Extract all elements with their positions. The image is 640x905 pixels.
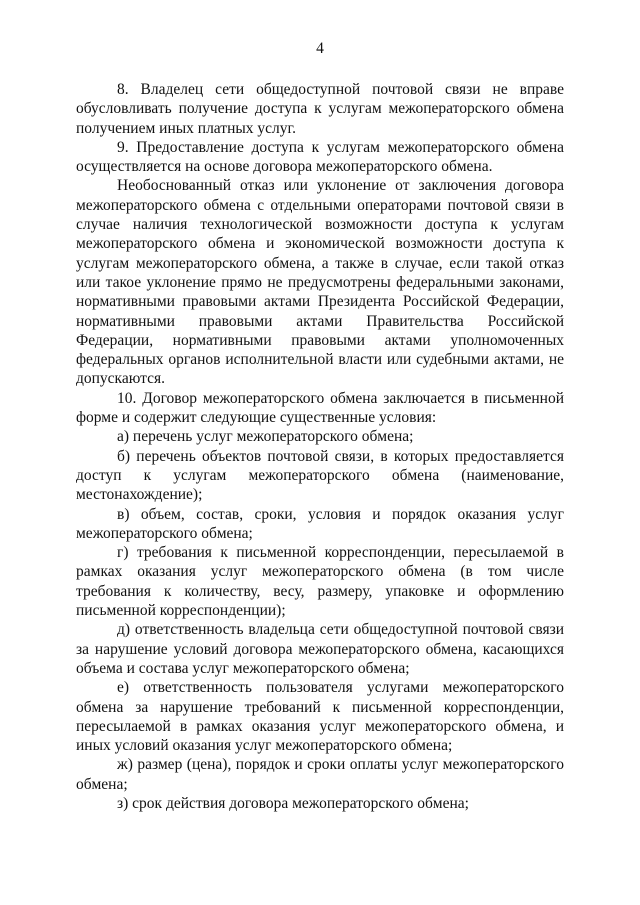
paragraph-item-8: 8. Владелец сети общедоступной почтовой связи не вправе обусловливать получение доступа к услугам межоператорского обмена получением иных платных услуг. xyxy=(76,81,564,137)
subitem-v: в) объем, состав, сроки, условия и порядок оказания услуг межоператорского обмена; xyxy=(76,505,564,542)
subitem-zh: ж) размер (цена), порядок и сроки оплаты услуг межоператорского обмена; xyxy=(76,756,564,793)
subitem-z: з) срок действия договора межоператорского обмена; xyxy=(117,794,469,812)
subitem-d: д) ответственность владельца сети общедоступной почтовой связи за нарушение условий договора межоператорского обмена, касающихся объема и состава услуг межоператорского обмена; xyxy=(76,621,564,677)
subitem-a: а) перечень услуг межоператорского обмена; xyxy=(117,428,414,446)
paragraph-refusal: Необоснованный отказ или уклонение от заключения договора межоператорского обмена с отдельными операторами почтовой связи в случае наличия технологической возможности доступа к услугам межоператорского обмена и экономической возможности доступа к услугам межоператорского обмена, а также в случае, если такой отказ или такое уклонение прямо не предусмотрены федеральными законами, нормативными правовыми актами Президента Российской Федерации, нормативными правовыми актами Правительства Российской Федерации, нормативными правовыми актами уполномоченных федеральных органов исполнительной власти или судебными актами, не допускаются. xyxy=(76,177,564,388)
page-number: 4 xyxy=(316,40,324,57)
subitem-g: г) требования к письменной корреспонденции, пересылаемой в рамках оказания услуг межоператорского обмена (в том числе требования к количеству, весу, размеру, упаковке и оформлению письменной корреспонденции); xyxy=(76,544,564,620)
subitem-b: б) перечень объектов почтовой связи, в которых предоставляется доступ к услугам межоператорского обмена (наименование, местонахождение); xyxy=(76,447,564,504)
paragraph-item-10: 10. Договор межоператорского обмена заключается в письменной форме и содержит следующие существенные условия: xyxy=(76,389,564,427)
subitem-e: е) ответственность пользователя услугами межоператорского обмена за нарушение требований к письменной корреспонденции, пересылаемой в рамках оказания услуг межоператорского обмена, и иных условий оказания услуг межоператорского обмена; xyxy=(76,679,564,755)
paragraph-item-9: 9. Предоставление доступа к услугам межоператорского обмена осуществляется на основе договора межоператорского обмена. xyxy=(76,138,564,176)
document-body xyxy=(76,80,564,813)
